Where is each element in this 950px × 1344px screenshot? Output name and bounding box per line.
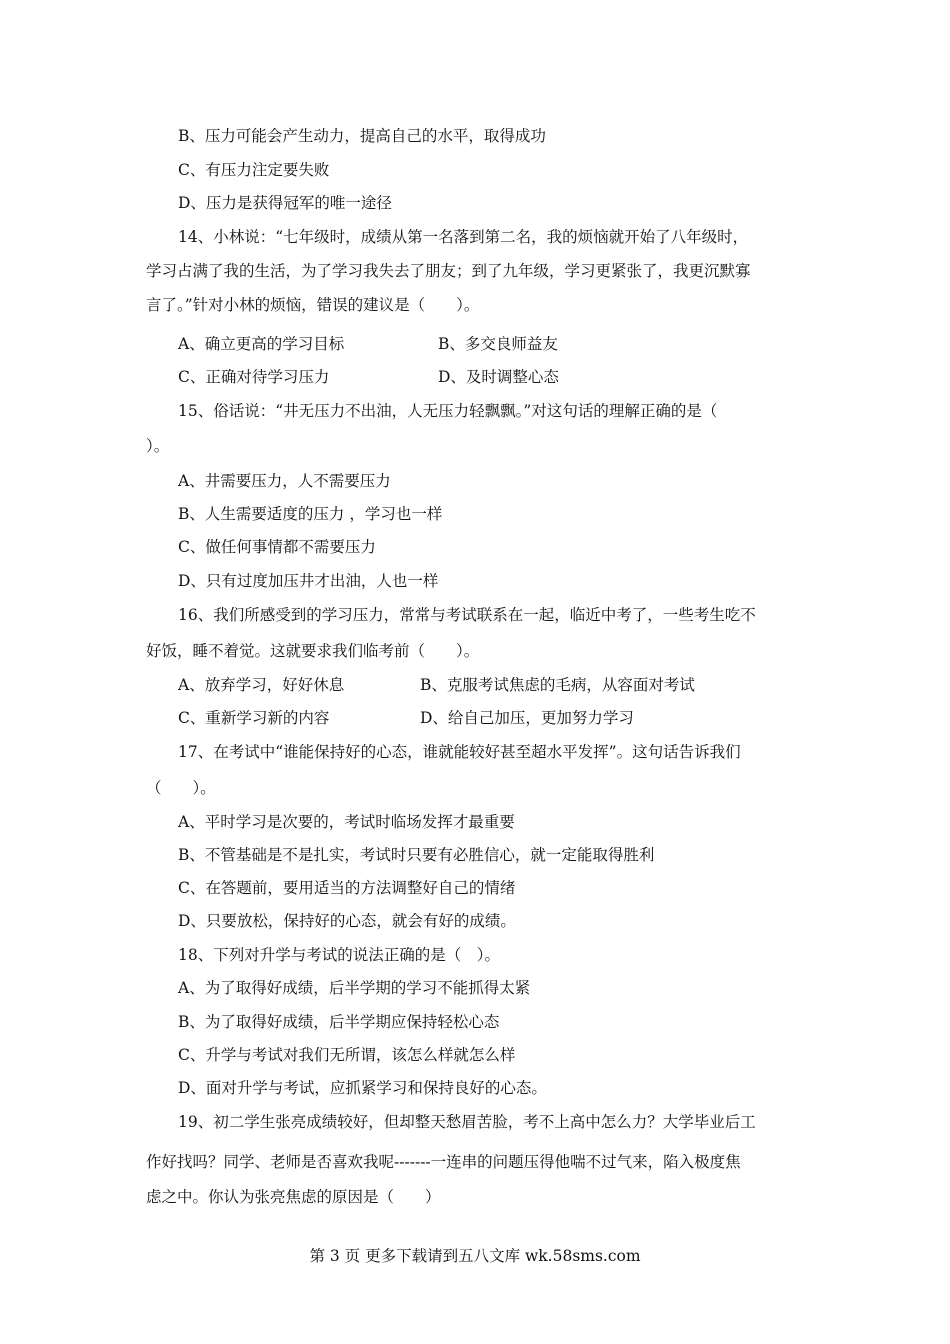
option-17b: B、不管基础是不是扎实，考试时只要有必胜信心，就一定能取得胜利	[178, 846, 655, 864]
question-14-line-3: 言了。”针对小林的烦恼，错误的建议是（ ）。	[146, 296, 480, 314]
option-18c: C、升学与考试对我们无所谓，该怎么样就怎么样	[178, 1046, 516, 1064]
option-16d: D、给自己加压，更加努力学习	[420, 709, 634, 727]
option-18d: D、面对升学与考试，应抓紧学习和保持良好的心态。	[178, 1079, 547, 1097]
question-14-line-2: 学习占满了我的生活，为了学习我失去了朋友；到了九年级，学习更紧张了，我更沉默寡	[146, 262, 751, 280]
question-15-line-2: ）。	[146, 437, 170, 455]
page-footer: 第 3 页 更多下载请到五八文库 wk.58sms.com	[309, 1247, 641, 1265]
option-15d: D、只有过度加压井才出油，人也一样	[178, 572, 439, 590]
option-16a: A、放弃学习，好好休息	[178, 676, 345, 694]
question-17-line-2: （ ）。	[146, 779, 216, 797]
option-14d: D、及时调整心态	[438, 368, 559, 386]
question-19-line-2: 作好找吗？同学、老师是否喜欢我呢-------一连串的问题压得他喘不过气来，陷入极度焦	[146, 1153, 741, 1171]
option-13d: D、压力是获得冠军的唯一途径	[178, 194, 392, 212]
option-16b: B、克服考试焦虑的毛病，从容面对考试	[420, 676, 695, 694]
question-17-line-1: 17、在考试中“谁能保持好的心态，谁就能较好甚至超水平发挥”。这句话告诉我们	[178, 743, 741, 761]
option-14a: A、确立更高的学习目标	[178, 335, 345, 353]
option-14c: C、正确对待学习压力	[178, 368, 330, 386]
question-16-line-2: 好饭，睡不着觉。这就要求我们临考前（ ）。	[146, 642, 480, 660]
option-15a: A、井需要压力，人不需要压力	[178, 472, 391, 490]
option-13c: C、有压力注定要失败	[178, 161, 330, 179]
option-14b: B、多交良师益友	[438, 335, 558, 353]
option-17d: D、只要放松，保持好的心态，就会有好的成绩。	[178, 912, 516, 930]
question-14-line-1: 14、小林说：“七年级时，成绩从第一名落到第二名，我的烦恼就开始了八年级时，	[178, 228, 749, 246]
question-19-line-1: 19、初二学生张亮成绩较好，但却整天愁眉苦脸，考不上高中怎么力？大学毕业后工	[178, 1113, 756, 1131]
option-18b: B、为了取得好成绩，后半学期应保持轻松心态	[178, 1013, 500, 1031]
option-16c: C、重新学习新的内容	[178, 709, 330, 727]
question-18: 18、下列对升学与考试的说法正确的是（ ）。	[178, 946, 500, 964]
option-15c: C、做任何事情都不需要压力	[178, 538, 376, 556]
question-15-line-1: 15、俗话说：“井无压力不出油，人无压力轻飘飘。”对这句话的理解正确的是（	[178, 402, 718, 420]
option-17a: A、平时学习是次要的，考试时临场发挥才最重要	[178, 813, 515, 831]
option-18a: A、为了取得好成绩，后半学期的学习不能抓得太紧	[178, 979, 531, 997]
question-16-line-1: 16、我们所感受到的学习压力，常常与考试联系在一起，临近中考了，一些考生吃不	[178, 606, 756, 624]
option-17c: C、在答题前，要用适当的方法调整好自己的情绪	[178, 879, 516, 897]
option-13b: B、压力可能会产生动力，提高自己的水平，取得成功	[178, 127, 546, 145]
question-19-line-3: 虑之中。你认为张亮焦虑的原因是（ ）	[146, 1188, 441, 1206]
option-15b: B、人生需要适度的压力 ，学习也一样	[178, 505, 443, 523]
